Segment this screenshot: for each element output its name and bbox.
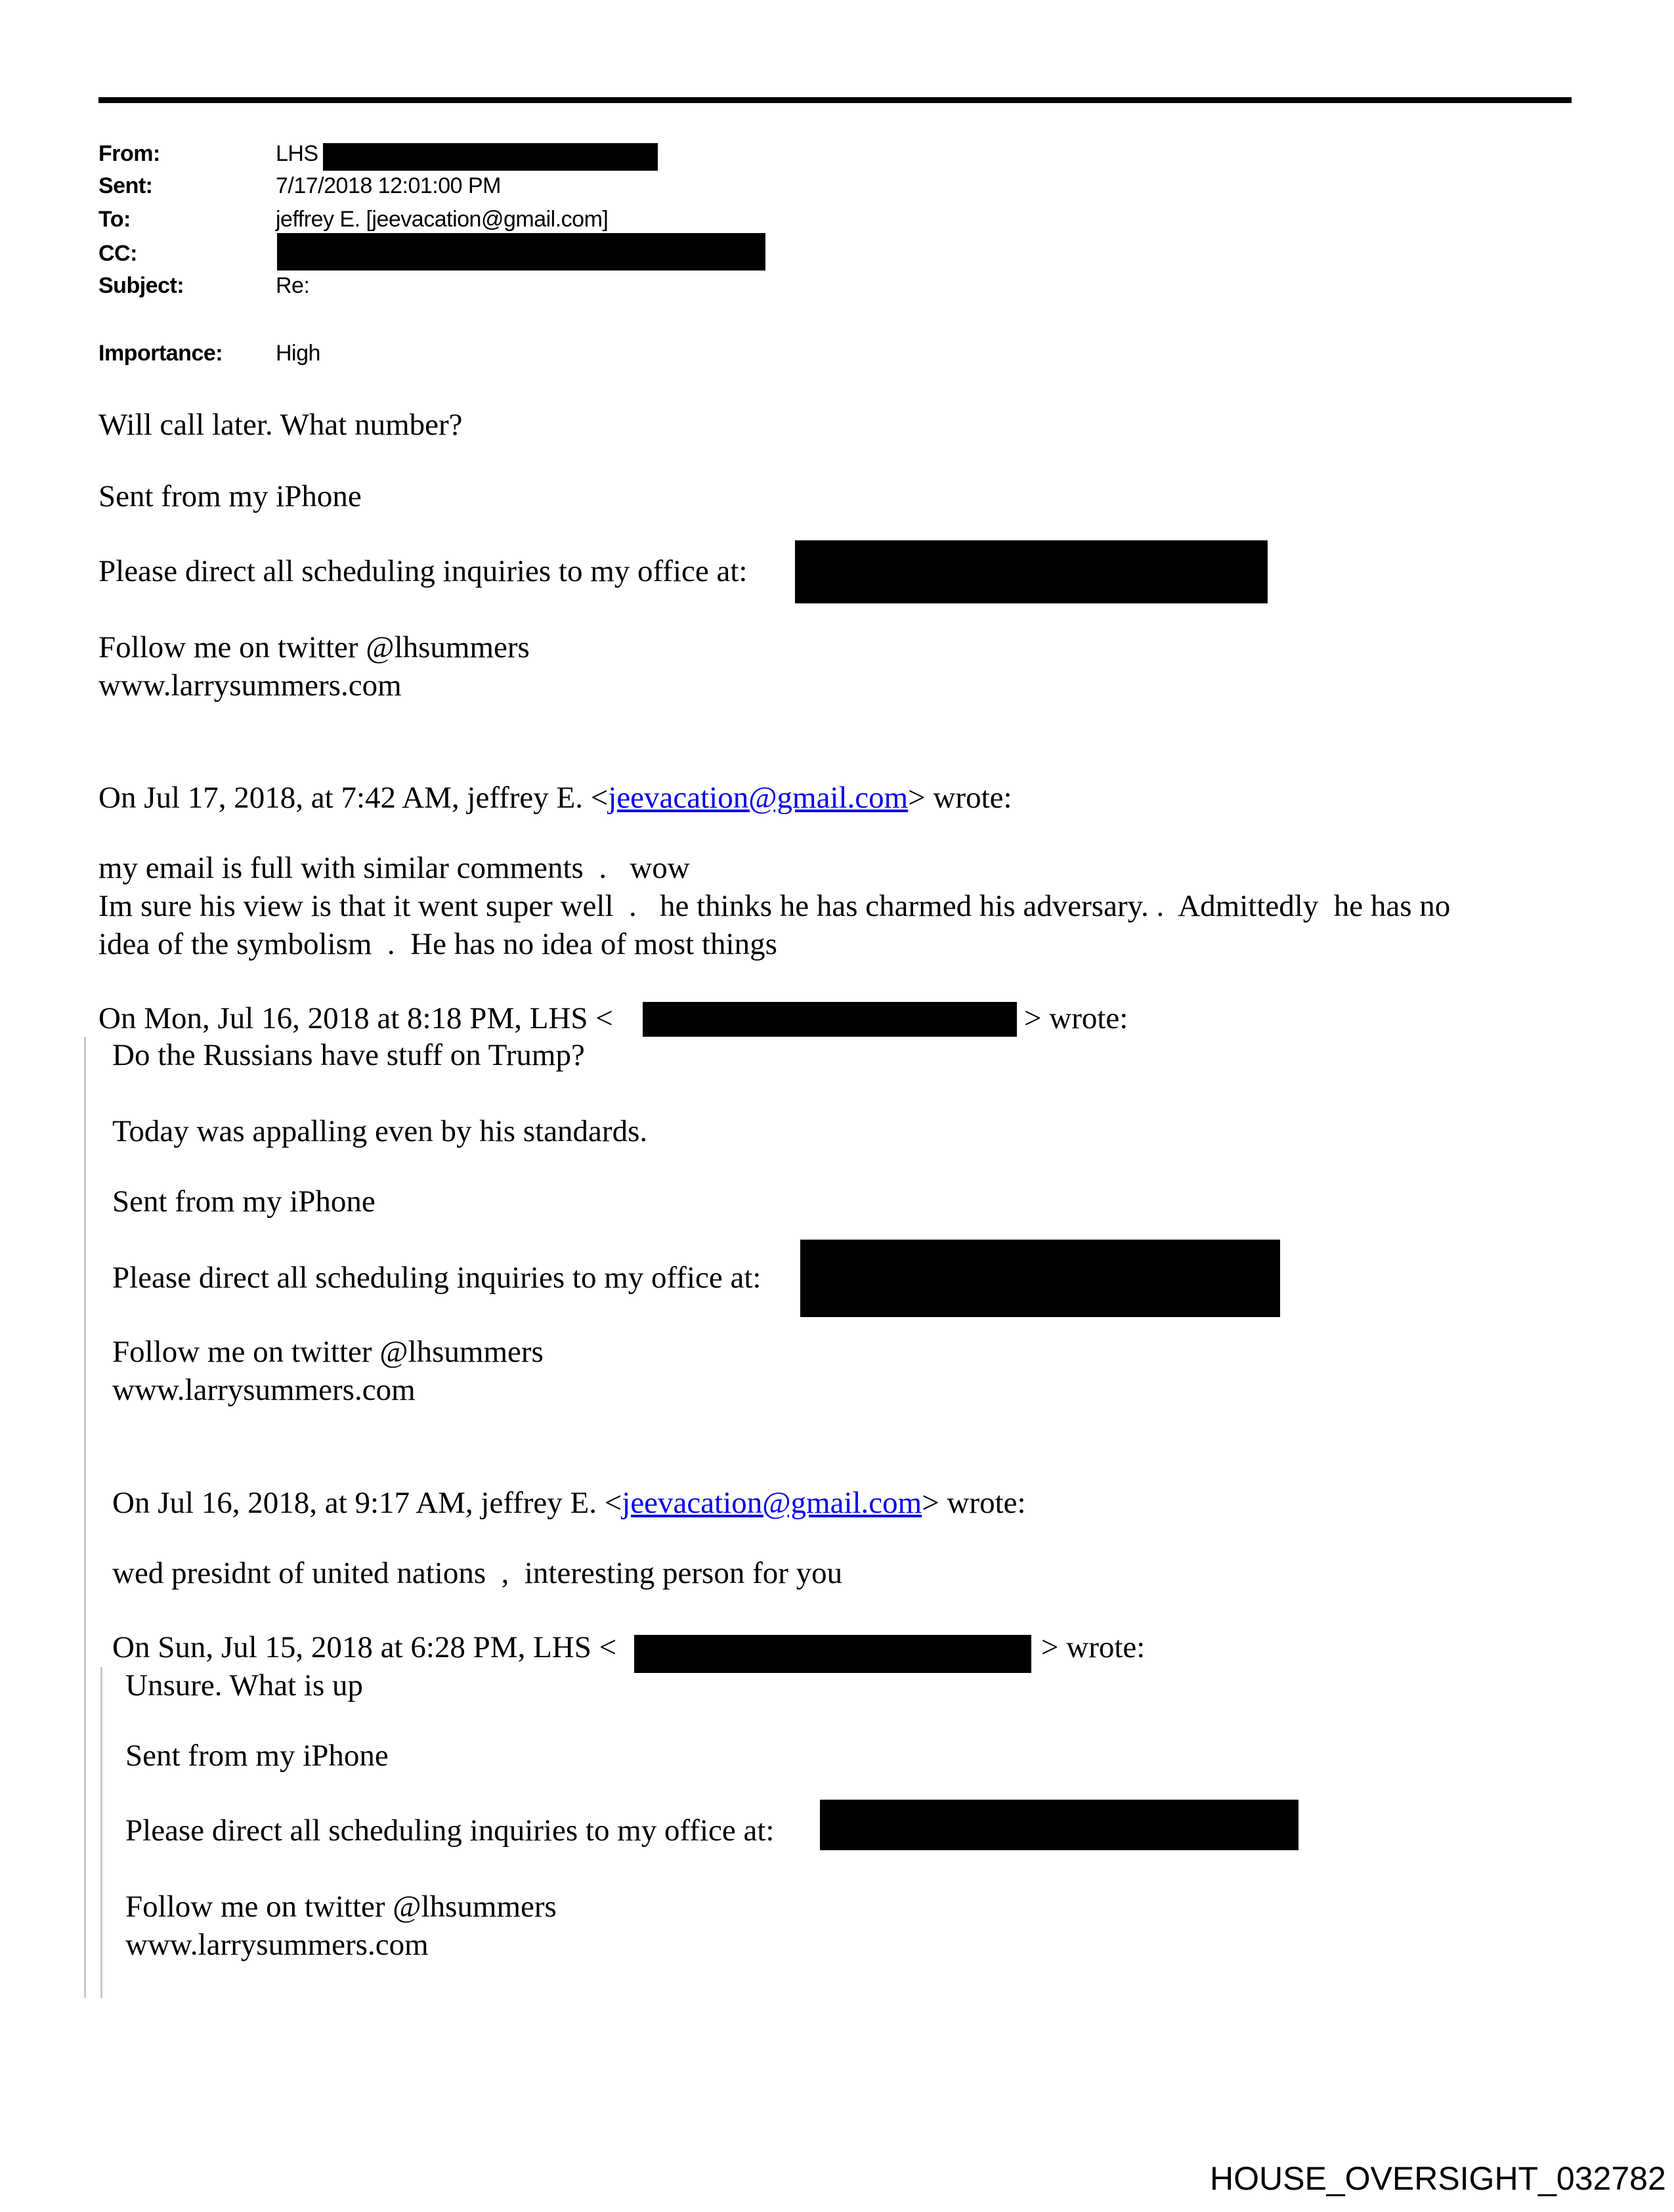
nested-quote-bar [100, 1667, 102, 1998]
quote-bar [84, 1037, 86, 1998]
importance-value: High [276, 341, 320, 366]
redaction-office-contact [800, 1240, 1280, 1317]
attribution-prefix: On Jul 16, 2018, at 9:17 AM, jeffrey E. < [112, 1486, 622, 1520]
signature-scheduling: Please direct all scheduling inquiries to my office at: [112, 1261, 762, 1295]
signature-website: www.larrysummers.com [98, 668, 402, 703]
quote-attribution-suffix: > wrote: [1024, 1001, 1128, 1035]
quote-attribution-prefix: On Sun, Jul 15, 2018 at 6:28 PM, LHS < [112, 1630, 617, 1664]
redaction-office-contact [795, 540, 1268, 603]
attribution-suffix: > wrote: [908, 781, 1012, 815]
message-body: Unsure. What is up [125, 1668, 364, 1702]
subject-value: Re: [276, 273, 310, 298]
importance-label: Importance: [98, 341, 223, 366]
quote-attribution [112, 1486, 1026, 1519]
email-link[interactable]: jeevacation@gmail.com [622, 1486, 922, 1520]
top-rule [98, 97, 1572, 103]
redaction-from-email [323, 143, 658, 171]
email-link[interactable]: jeevacation@gmail.com [608, 781, 909, 815]
attribution-prefix: On Jul 17, 2018, at 7:42 AM, jeffrey E. < [98, 781, 609, 815]
message-body: Will call later. What number? [98, 408, 463, 442]
message-body: Do the Russians have stuff on Trump? [112, 1038, 585, 1072]
message-line: idea of the symbolism . He has no idea of most things [98, 927, 777, 961]
signature-website: www.larrysummers.com [125, 1928, 429, 1962]
from-label: From: [98, 141, 160, 166]
attribution-suffix: > wrote: [922, 1486, 1026, 1520]
message-body: Today was appalling even by his standards. [112, 1114, 648, 1148]
signature-sent-from: Sent from my iPhone [125, 1739, 389, 1773]
signature-twitter: Follow me on twitter @lhsummers [125, 1890, 557, 1924]
redaction-email [643, 1002, 1017, 1037]
signature-sent-from: Sent from my iPhone [98, 479, 362, 513]
message-line: my email is full with similar comments . wow [98, 851, 690, 885]
to-value: jeffrey E. [jeevacation@gmail.com] [276, 207, 609, 232]
quote-attribution [98, 781, 1012, 814]
signature-sent-from: Sent from my iPhone [112, 1184, 376, 1219]
signature-website: www.larrysummers.com [112, 1373, 416, 1407]
cc-label: CC: [98, 241, 137, 266]
sent-label: Sent: [98, 173, 153, 198]
sent-value: 7/17/2018 12:01:00 PM [276, 173, 501, 198]
signature-twitter: Follow me on twitter @lhsummers [112, 1335, 544, 1369]
message-body: wed presidnt of united nations , interesting person for you [112, 1556, 843, 1590]
signature-scheduling: Please direct all scheduling inquiries to my office at: [125, 1813, 775, 1848]
redaction-office-contact [820, 1800, 1298, 1850]
bates-number: HOUSE_OVERSIGHT_032782 [1210, 2160, 1666, 2197]
signature-scheduling: Please direct all scheduling inquiries to my office at: [98, 554, 748, 588]
signature-twitter: Follow me on twitter @lhsummers [98, 630, 530, 664]
quote-attribution-suffix: > wrote: [1041, 1630, 1146, 1664]
from-value: LHS [276, 141, 318, 166]
subject-label: Subject: [98, 273, 184, 298]
redaction-cc [277, 233, 765, 271]
message-line: Im sure his view is that it went super well . he thinks he has charmed his adversary. . Admittedly he has no [98, 889, 1451, 923]
quote-attribution-prefix: On Mon, Jul 16, 2018 at 8:18 PM, LHS < [98, 1001, 613, 1035]
redaction-email [634, 1635, 1031, 1673]
to-label: To: [98, 207, 131, 232]
